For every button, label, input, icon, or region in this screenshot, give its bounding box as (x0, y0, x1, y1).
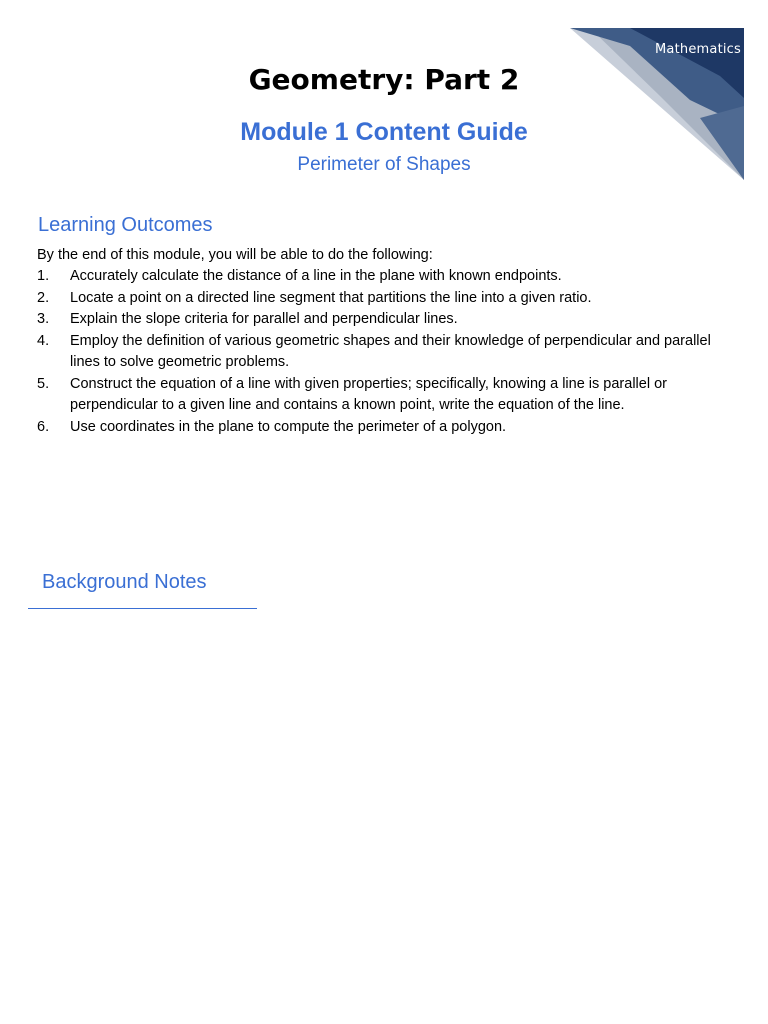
outcome-number: 5. (37, 375, 50, 392)
outcome-number: 2. (37, 289, 50, 306)
background-notes-heading: Background Notes (42, 571, 207, 593)
outcome-text: Employ the definition of various geometric shapes and their knowledge of perpendicular and parallel lines to solve geometric problems. (70, 332, 711, 370)
outcome-text: Use coordinates in the plane to compute the perimeter of a polygon. (70, 418, 507, 435)
outcome-item (37, 266, 727, 288)
document-title: Geometry: Part 2 (248, 63, 520, 96)
document-subtitle: Module 1 Content Guide (240, 118, 528, 146)
outcome-item (37, 309, 727, 331)
section-divider (28, 608, 257, 609)
learning-outcomes-intro: By the end of this module, you will be able to do the following: (37, 247, 433, 263)
outcome-text: Construct the equation of a line with given properties; specifically, knowing a line is parallel or perpendicular to a given line and contains a known point, write the equation of the line. (70, 375, 667, 413)
outcome-item (37, 374, 727, 417)
outcome-item (37, 288, 727, 310)
outcome-text: Accurately calculate the distance of a line in the plane with known endpoints. (70, 268, 562, 284)
subject-label: Mathematics (655, 42, 741, 57)
outcome-number: 3. (37, 311, 50, 327)
outcome-text: Locate a point on a directed line segment that partitions the line into a given ratio. (70, 289, 592, 306)
learning-outcomes-heading: Learning Outcomes (38, 214, 213, 236)
outcome-text: Explain the slope criteria for parallel and perpendicular lines. (70, 311, 458, 327)
learning-outcomes-list (37, 266, 727, 438)
outcome-number: 4. (37, 332, 50, 349)
outcome-number: 6. (37, 418, 50, 435)
outcome-item (37, 417, 727, 439)
outcome-item (37, 331, 727, 374)
document-topic: Perimeter of Shapes (297, 154, 471, 175)
outcome-number: 1. (37, 268, 50, 284)
